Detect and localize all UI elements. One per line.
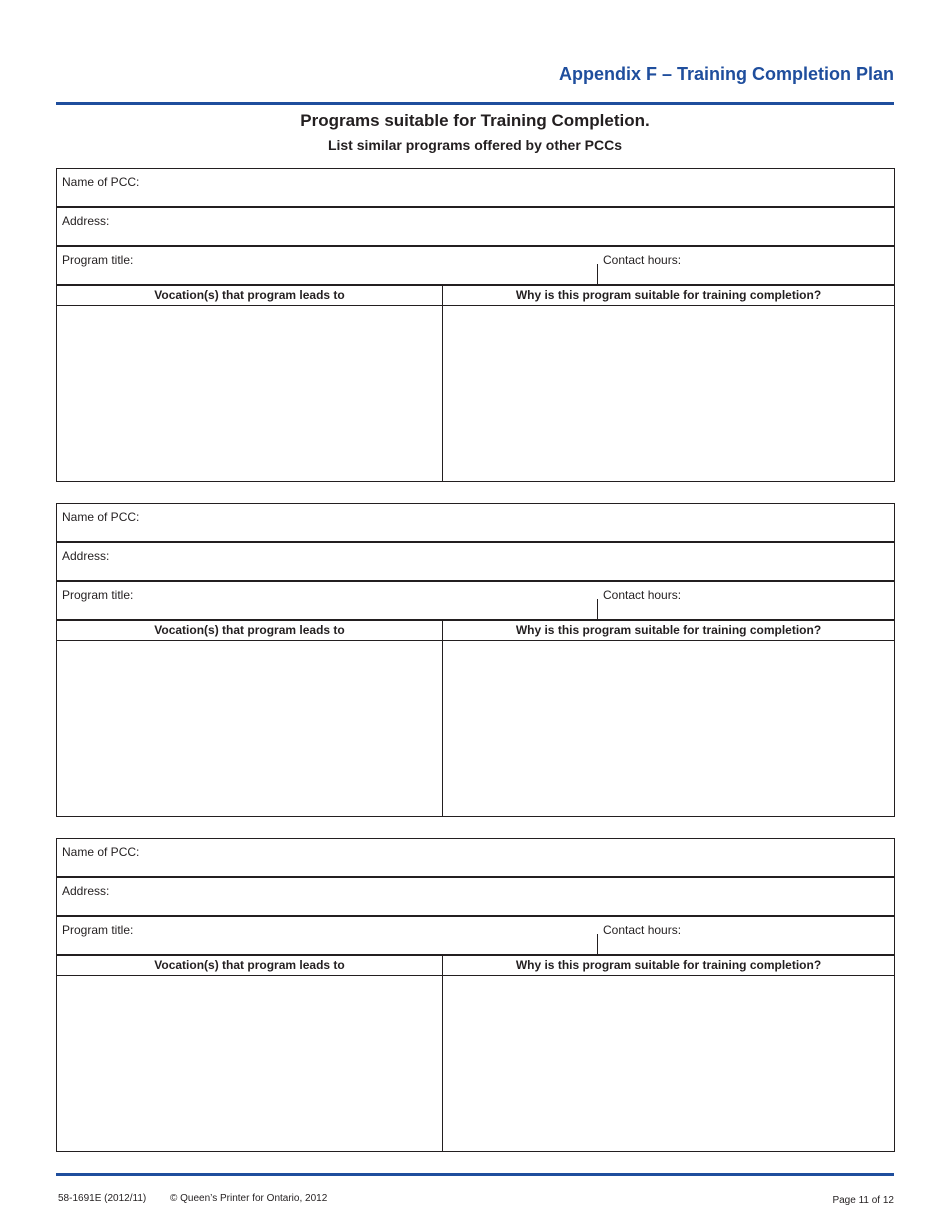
- page-number: Page 11 of 12: [832, 1195, 894, 1206]
- appendix-title: Appendix F – Training Completion Plan: [558, 64, 894, 84]
- program-title-label: Program title:: [62, 923, 134, 937]
- copyright-notice: © Queen’s Printer for Ontario, 2012: [170, 1193, 328, 1204]
- program-title-label: Program title:: [62, 253, 134, 267]
- suitability-input-area[interactable]: [443, 307, 894, 481]
- vocation-input-area[interactable]: [57, 977, 442, 1151]
- page-title: Programs suitable for Training Completion.: [300, 111, 650, 130]
- pcc-name-field[interactable]: [57, 169, 894, 208]
- header-rule: [56, 102, 894, 105]
- vocation-input-area[interactable]: [57, 642, 442, 816]
- suitability-input-area[interactable]: [443, 642, 894, 816]
- contact-hours-divider: [597, 599, 598, 619]
- pcc-address-label: Address:: [62, 549, 110, 563]
- table-header-row: [57, 286, 894, 306]
- vocation-column-header: Vocation(s) that program leads to: [154, 288, 345, 302]
- contact-hours-label: Contact hours:: [603, 588, 682, 602]
- footer-rule: [56, 1173, 894, 1176]
- pcc-address-field[interactable]: [57, 543, 894, 582]
- program-row: [57, 917, 894, 956]
- contact-hours-label: Contact hours:: [603, 923, 682, 937]
- pcc-name-field[interactable]: [57, 839, 894, 878]
- suitability-column-header: Why is this program suitable for training completion?: [515, 623, 822, 637]
- vocation-column-header: Vocation(s) that program leads to: [154, 623, 345, 637]
- program-title-label: Program title:: [62, 588, 134, 602]
- vocation-column-header: Vocation(s) that program leads to: [154, 958, 345, 972]
- contact-hours-label: Contact hours:: [603, 253, 682, 267]
- pcc-name-label: Name of PCC:: [62, 845, 140, 859]
- suitability-input-area[interactable]: [443, 977, 894, 1151]
- suitability-column-header: Why is this program suitable for training completion?: [515, 288, 822, 302]
- program-row: [57, 582, 894, 621]
- pcc-address-label: Address:: [62, 884, 110, 898]
- suitability-column-header: Why is this program suitable for training completion?: [515, 958, 822, 972]
- pcc-address-field[interactable]: [57, 208, 894, 247]
- table-header-row: [57, 621, 894, 641]
- pcc-address-field[interactable]: [57, 878, 894, 917]
- pcc-name-field[interactable]: [57, 504, 894, 543]
- pcc-address-label: Address:: [62, 214, 110, 228]
- program-row: [57, 247, 894, 286]
- contact-hours-divider: [597, 934, 598, 954]
- pcc-name-label: Name of PCC:: [62, 175, 140, 189]
- table-header-row: [57, 956, 894, 976]
- vocation-input-area[interactable]: [57, 307, 442, 481]
- form-code: 58-1691E (2012/11): [58, 1193, 147, 1204]
- contact-hours-divider: [597, 264, 598, 284]
- pcc-program-form-2: [56, 503, 895, 817]
- pcc-program-form-1: [56, 168, 895, 482]
- pcc-program-form-3: [56, 838, 895, 1152]
- page-subtitle: List similar programs offered by other PCCs: [327, 137, 623, 153]
- pcc-name-label: Name of PCC:: [62, 510, 140, 524]
